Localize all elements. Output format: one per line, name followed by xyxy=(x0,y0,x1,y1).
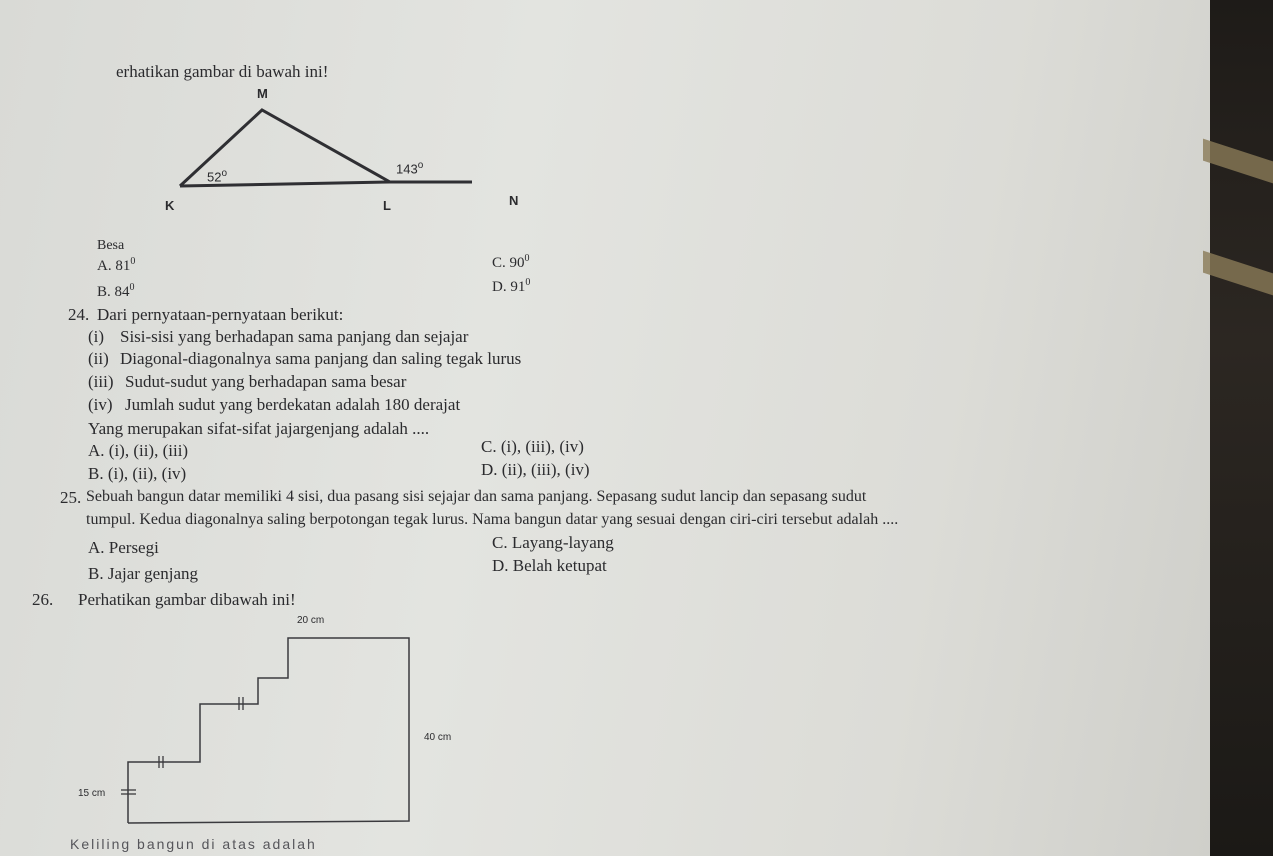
q24-question: Yang merupakan sifat-sifat jajargenjang adalah .... xyxy=(88,419,430,438)
staircase-outline xyxy=(128,638,409,823)
q24-intro: Dari pernyataan-pernyataan berikut: xyxy=(97,305,344,324)
vertex-l: L xyxy=(383,198,391,213)
q23-option-d[interactable]: D. $91^0$ xyxy=(492,277,531,295)
q23-option-b[interactable]: B. $84^0$ xyxy=(97,282,135,300)
q24-option-a[interactable]: A. (i), (ii), (iii) xyxy=(88,441,189,460)
q24-option-b[interactable]: B. (i), (ii), (iv) xyxy=(88,464,187,483)
q25-option-c[interactable]: C. Layang-layang xyxy=(492,533,614,552)
angle-exterior-label: 143$^o$ xyxy=(396,160,424,177)
stripe-band-1 xyxy=(1203,139,1273,184)
q24-number: 24. xyxy=(68,305,90,324)
triangle-figure xyxy=(150,80,550,220)
q23-option-c[interactable]: C. $90^0$ xyxy=(492,253,530,271)
q25-number: 25. xyxy=(60,488,82,507)
dim-top-label: 20 cm xyxy=(297,615,325,626)
q24-statement-2: (ii) Diagonal-diagonalnya sama panjang dan saling tegak lurus xyxy=(88,349,522,368)
q24-option-c[interactable]: C. (i), (iii), (iv) xyxy=(481,437,584,456)
dim-left-label: 15 cm xyxy=(78,788,106,799)
q23-instruction: erhatikan gambar di bawah ini! xyxy=(116,62,329,81)
q26-number: 26. xyxy=(32,590,54,609)
dim-right-label: 40 cm xyxy=(424,732,452,743)
q25-line2: tumpul. Kedua diagonalnya saling berpotongan tegak lurus. Nama bangun datar yang sesuai dengan ciri-ciri tersebut adalah .... xyxy=(86,511,899,528)
q26-footer: Keliling bangun di atas adalah xyxy=(70,836,317,852)
q25-option-a[interactable]: A. Persegi xyxy=(88,538,159,557)
q25-line1: Sebuah bangun datar memiliki 4 sisi, dua pasang sisi sejajar dan sama panjang. Sepasang sudut lancip dan sepasang sudut xyxy=(86,488,867,505)
q24-statement-1: (i) Sisi-sisi yang berhadapan sama panjang dan sejajar xyxy=(88,327,469,346)
q24-statement-4: (iv) Jumlah sudut yang berdekatan adalah 180 derajat xyxy=(88,395,461,414)
vertex-m: M xyxy=(257,86,268,101)
stripe-band-2 xyxy=(1203,251,1273,296)
vertex-n: N xyxy=(509,193,519,208)
q24-statement-3: (iii) Sudut-sudut yang berhadapan sama besar xyxy=(88,372,407,391)
staircase-figure xyxy=(110,625,430,835)
q23-prompt: Besa xyxy=(97,238,125,253)
background-edge xyxy=(1210,0,1273,856)
vertex-k: K xyxy=(165,198,175,213)
q24-option-d[interactable]: D. (ii), (iii), (iv) xyxy=(481,460,590,479)
angle-k-label: 52$^o$ xyxy=(207,168,228,185)
q23-option-a[interactable]: A. $81^0$ xyxy=(97,256,136,274)
q25-option-b[interactable]: B. Jajar genjang xyxy=(88,564,198,583)
q26-instruction: Perhatikan gambar dibawah ini! xyxy=(78,590,296,609)
q25-option-d[interactable]: D. Belah ketupat xyxy=(492,556,607,575)
